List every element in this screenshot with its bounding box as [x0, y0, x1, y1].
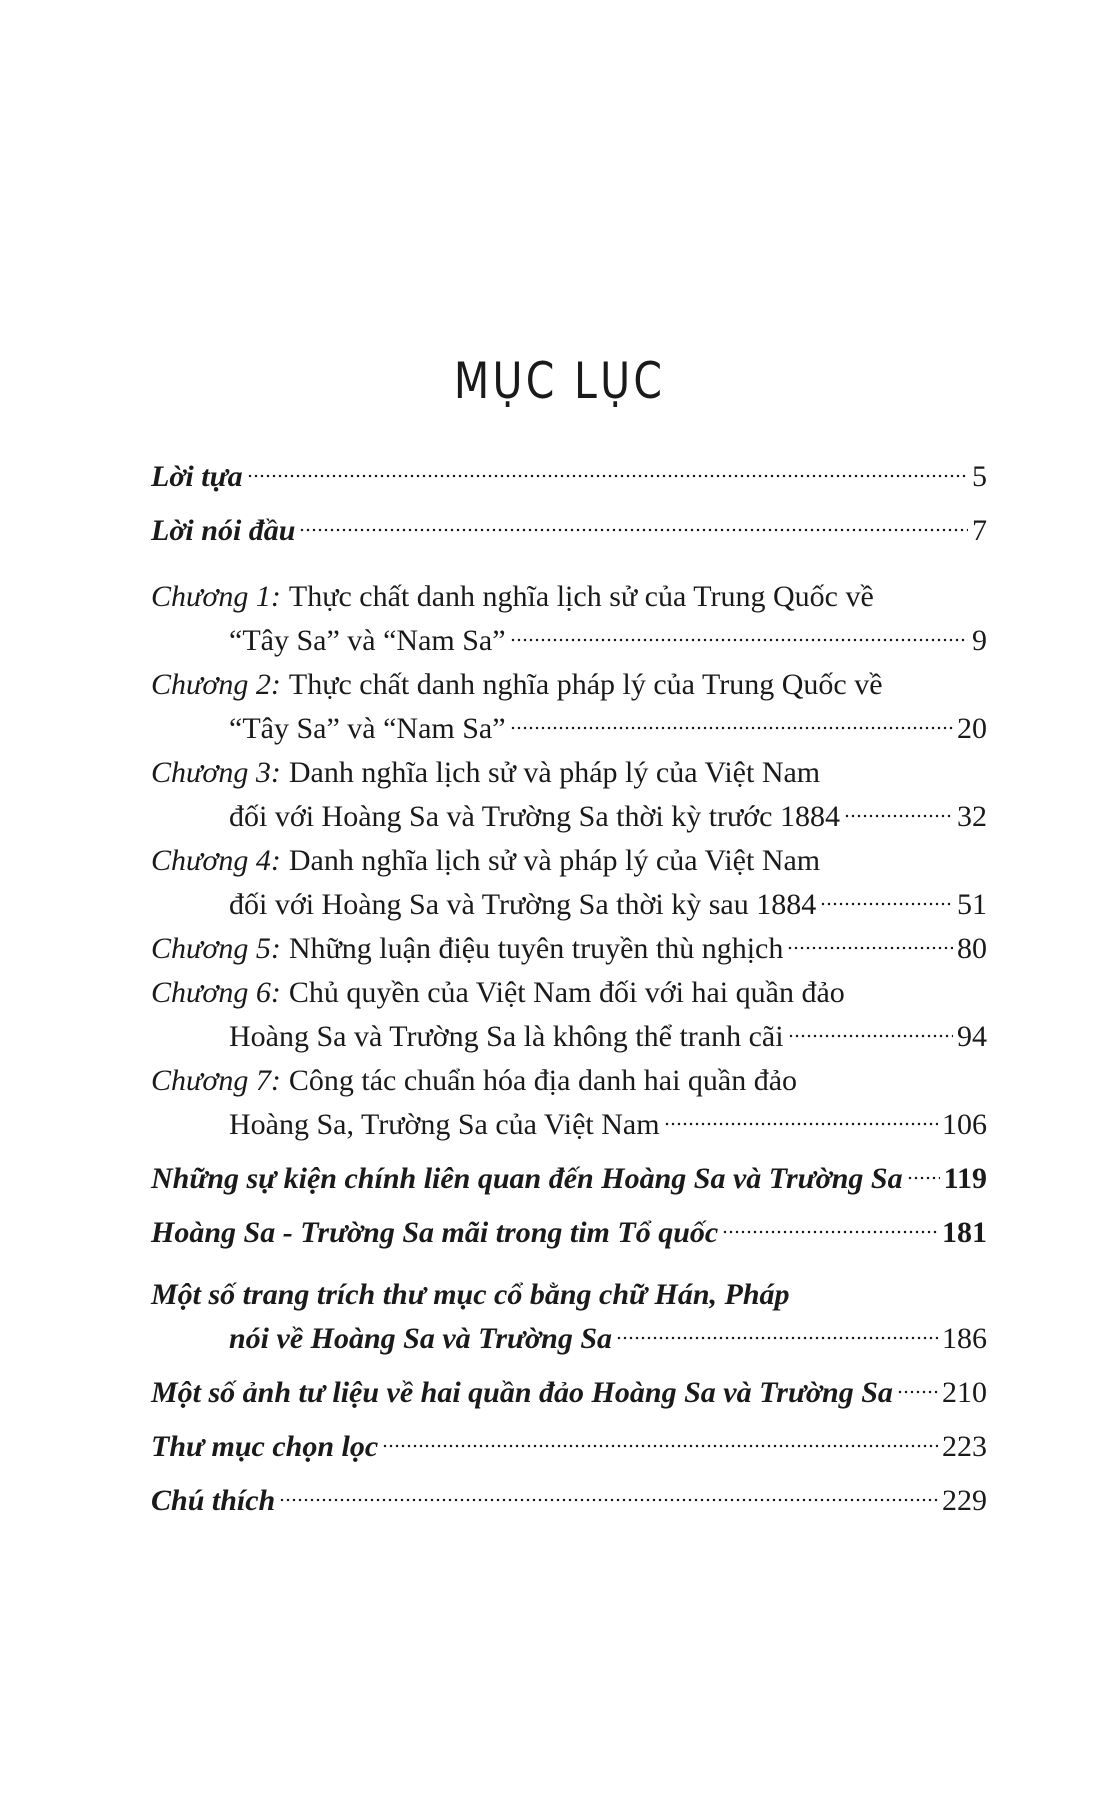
toc-entry-chapter-1[interactable]	[151, 575, 987, 663]
chapter-prefix: Chương 6:	[151, 976, 281, 1009]
toc-entry-page: 106	[942, 1108, 987, 1141]
toc-entry-label: Công tác chuẩn hóa địa danh hai quần đảo	[288, 1064, 798, 1097]
dot-leader	[787, 944, 953, 952]
toc-entry-label-continued: đối với Hoàng Sa và Trường Sa thời kỳ sau 1884	[229, 888, 817, 921]
dot-leader	[616, 1334, 938, 1342]
dot-leader	[510, 636, 968, 644]
toc-entry-label: Thực chất danh nghĩa lịch sử của Trung Quốc về	[288, 580, 874, 613]
dot-leader	[382, 1442, 938, 1450]
toc-entry-label: Thực chất danh nghĩa pháp lý của Trung Quốc về	[288, 668, 883, 701]
chapter-prefix: Chương 1:	[151, 580, 281, 613]
toc-entry-page: 186	[942, 1322, 987, 1355]
toc-entry-page: 181	[942, 1216, 987, 1249]
chapter-prefix: Chương 5:	[151, 932, 281, 965]
chapter-prefix: Chương 2:	[151, 668, 281, 701]
toc-entry-page: 229	[942, 1484, 987, 1517]
dot-leader	[279, 1496, 938, 1504]
dot-leader	[299, 526, 968, 534]
dot-leader	[897, 1388, 938, 1396]
toc-entry-chapter-3[interactable]	[151, 751, 987, 839]
toc-entry-chapter-7[interactable]	[151, 1059, 987, 1147]
toc-entry-main-events[interactable]	[151, 1157, 987, 1201]
toc-entry-photos[interactable]	[151, 1371, 987, 1415]
toc-entry-label: Chú thích	[151, 1484, 276, 1517]
toc-entry-label: Những sự kiện chính liên quan đến Hoàng Sa và Trường Sa	[151, 1162, 903, 1195]
dot-leader	[664, 1120, 938, 1128]
toc-entry-label: Lời nói đầu	[151, 514, 296, 547]
dot-leader	[722, 1228, 938, 1236]
toc-entry-label-continued: Hoàng Sa và Trường Sa là không thể tranh cãi	[229, 1020, 784, 1053]
toc-entry-page: 51	[957, 888, 987, 921]
toc-entry-page: 94	[957, 1020, 987, 1053]
toc-entry-label: Những luận điệu tuyên truyền thù nghịch	[288, 932, 784, 965]
toc-entry-page: 210	[942, 1376, 987, 1409]
dot-leader	[820, 900, 953, 908]
toc-entry-page: 223	[942, 1430, 987, 1463]
toc-entry-page: 119	[943, 1162, 987, 1195]
toc-entry-chapter-6[interactable]	[151, 971, 987, 1059]
toc-entry-page: 5	[972, 460, 987, 493]
toc-entry-label-continued: “Tây Sa” và “Nam Sa”	[229, 624, 506, 657]
toc-entry-label-continued: đối với Hoàng Sa và Trường Sa thời kỳ trước 1884	[229, 800, 840, 833]
toc-entry-label-continued: nói về Hoàng Sa và Trường Sa	[229, 1322, 612, 1355]
toc-entry-loi-tua[interactable]	[151, 455, 987, 499]
dot-leader	[844, 812, 953, 820]
toc-entry-label: Lời tựa	[151, 460, 243, 493]
chapter-prefix: Chương 7:	[151, 1064, 281, 1097]
toc-entry-page: 9	[972, 624, 987, 657]
toc-entry-label: Thư mục chọn lọc	[151, 1430, 379, 1463]
toc-entry-label: Hoàng Sa - Trường Sa mãi trong tim Tổ quốc	[151, 1216, 719, 1249]
dot-leader	[510, 724, 953, 732]
toc-entry-label-continued: “Tây Sa” và “Nam Sa”	[229, 712, 506, 745]
toc-entry-page: 7	[972, 514, 987, 547]
toc-entry-page: 20	[957, 712, 987, 745]
toc-entry-chapter-2[interactable]	[151, 663, 987, 751]
toc-entry-label-continued: Hoàng Sa, Trường Sa của Việt Nam	[229, 1108, 660, 1141]
chapter-prefix: Chương 3:	[151, 756, 281, 789]
dot-leader	[788, 1032, 953, 1040]
toc-entry-loi-noi-dau[interactable]	[151, 509, 987, 553]
toc-entry-ancient-bibliography[interactable]	[151, 1273, 987, 1361]
table-of-contents	[151, 455, 987, 1523]
page-title: MỤC LỤC	[453, 352, 666, 410]
toc-entry-notes[interactable]	[151, 1479, 987, 1523]
toc-entry-label: Một số ảnh tư liệu về hai quần đảo Hoàng Sa và Trường Sa	[151, 1376, 893, 1409]
toc-entry-label: Danh nghĩa lịch sử và pháp lý của Việt Nam	[288, 756, 821, 789]
toc-entry-page: 80	[957, 932, 987, 965]
toc-entry-chapter-4[interactable]	[151, 839, 987, 927]
toc-entry-label: Chủ quyền của Việt Nam đối với hai quần đảo	[288, 976, 845, 1009]
toc-entry-label: Danh nghĩa lịch sử và pháp lý của Việt Nam	[288, 844, 821, 877]
toc-entry-selected-bibliography[interactable]	[151, 1425, 987, 1469]
toc-entry-in-heart[interactable]	[151, 1211, 987, 1255]
dot-leader	[247, 472, 968, 480]
toc-entry-label: Một số trang trích thư mục cổ bằng chữ Hán, Pháp	[151, 1278, 790, 1311]
toc-entry-chapter-5[interactable]	[151, 927, 987, 971]
chapter-prefix: Chương 4:	[151, 844, 281, 877]
toc-entry-page: 32	[957, 800, 987, 833]
dot-leader	[907, 1174, 940, 1182]
